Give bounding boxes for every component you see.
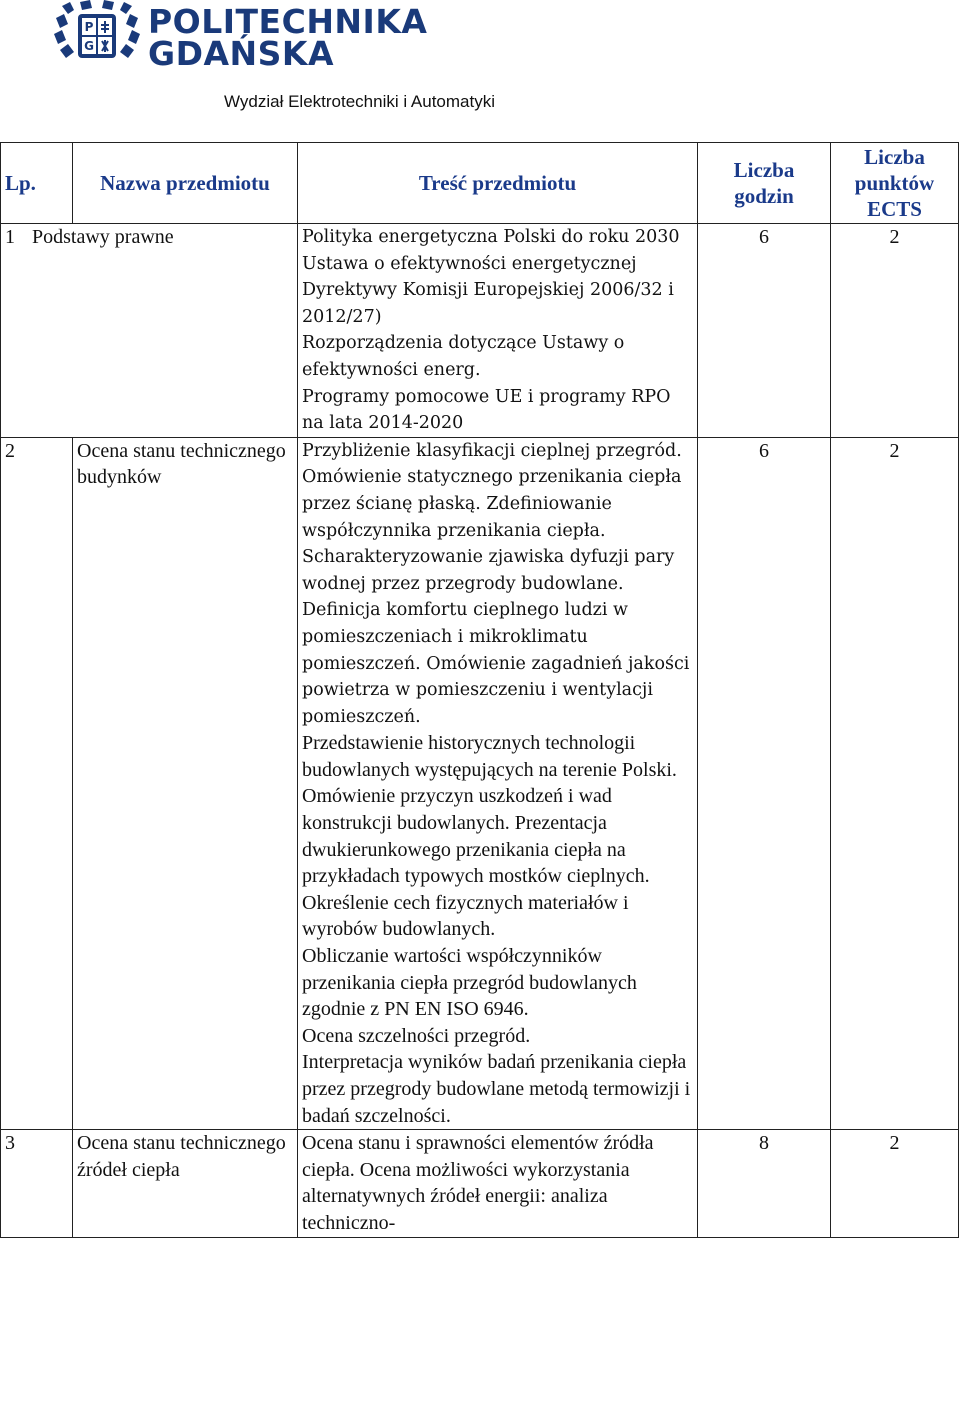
hours-value: 8 [698,1130,831,1237]
subject-content [298,1130,698,1237]
ects-value: 2 [831,437,959,1129]
university-logo-icon [52,0,142,64]
logo-letter-p: P [84,20,94,34]
content-item: Przedstawienie historycznych technologii budowlanych występujących na terenie Polski. Omówienie przyczyn uszkodzeń i wad konstrukcji budowlanych. Prezentacja dwukierunkowego przenikania ciepła na przykładach typowych mostków cieplnych. [302,732,677,888]
content-item: Ustawa o efektywności energetycznej Dyrektywy Komisji Europejskiej 2006/32 i 2012/27) [302,253,674,327]
header-ects: Liczba punktów ECTS [831,143,959,224]
header-subject-name: Nazwa przedmiotu [73,143,298,224]
content-item: Obliczanie wartości współczynników przenikania ciepła przegród budowlanych zgodnie z PN EN ISO 6946. [302,945,637,1021]
row-number: 2 [1,437,73,1129]
header-lp: Lp. [1,143,73,224]
table-header-row [1,143,959,224]
content-item: Polityka energetyczna Polski do roku 2030 [302,227,680,247]
subject-name: Ocena stanu technicznego źródeł ciepła [73,1130,298,1237]
table-row [1,437,959,1129]
logo-letter-g: G [84,39,94,53]
brand-name-line2: GDAŃSKA [148,34,335,73]
department-name: Wydział Elektrotechniki i Automatyki [224,92,496,111]
header-hours: Liczba godzin [698,143,831,224]
subject-content [298,224,698,438]
content-item: Ocena szczelności przegród. [302,1024,531,1047]
row-number: 1 [5,226,15,248]
subject-name: Ocena stanu technicznego budynków [73,437,298,1129]
content-item: Określenie cech fizycznych materiałów i wyrobów budowlanych. [302,891,629,941]
ects-value: 2 [831,1130,959,1237]
subject-content [298,437,698,1129]
content-item: Ocena stanu i sprawności elementów źródła ciepła. Ocena możliwości wykorzystania alternatywnych źródeł energii: analiza techniczno- [302,1132,654,1234]
content-item: Przybliżenie klasyfikacji cieplnej przegród. Omówienie statycznego przenikania ciepła przez ścianę płaską. Zdefiniowanie współczynnika przenikania ciepła. Scharakteryzowanie zjawiska dyfuzji pary wodnej przez przegrody budowlane. Definicja komfortu cieplnego ludzi w pomieszczeniach i mikroklimatu pomieszczeń. Omówienie zagadnień jakości powietrza w pomieszczeniu i wentylacji pomieszczeń. [302,440,690,727]
curriculum-table [0,142,959,1238]
ects-value: 2 [831,224,959,438]
hours-value: 6 [698,437,831,1129]
content-item: Rozporządzenia dotyczące Ustawy o efektywności energ. [302,333,625,380]
subject-name: Podstawy prawne [32,226,174,248]
page-header [0,0,960,140]
table-row [1,1130,959,1237]
row-lp-and-name [1,224,298,438]
brand-name-line1: POLITECHNIKA [148,2,428,41]
content-item: Programy pomocowe UE i programy RPO na lata 2014-2020 [302,386,671,434]
header-subject-content: Treść przedmiotu [298,143,698,224]
hours-value: 6 [698,224,831,438]
table-row [1,224,959,438]
content-item: Interpretacja wyników badań przenikania ciepła przez przegrody budowlane metodą termowizji i badań szczelności. [302,1051,691,1127]
row-number: 3 [1,1130,73,1237]
